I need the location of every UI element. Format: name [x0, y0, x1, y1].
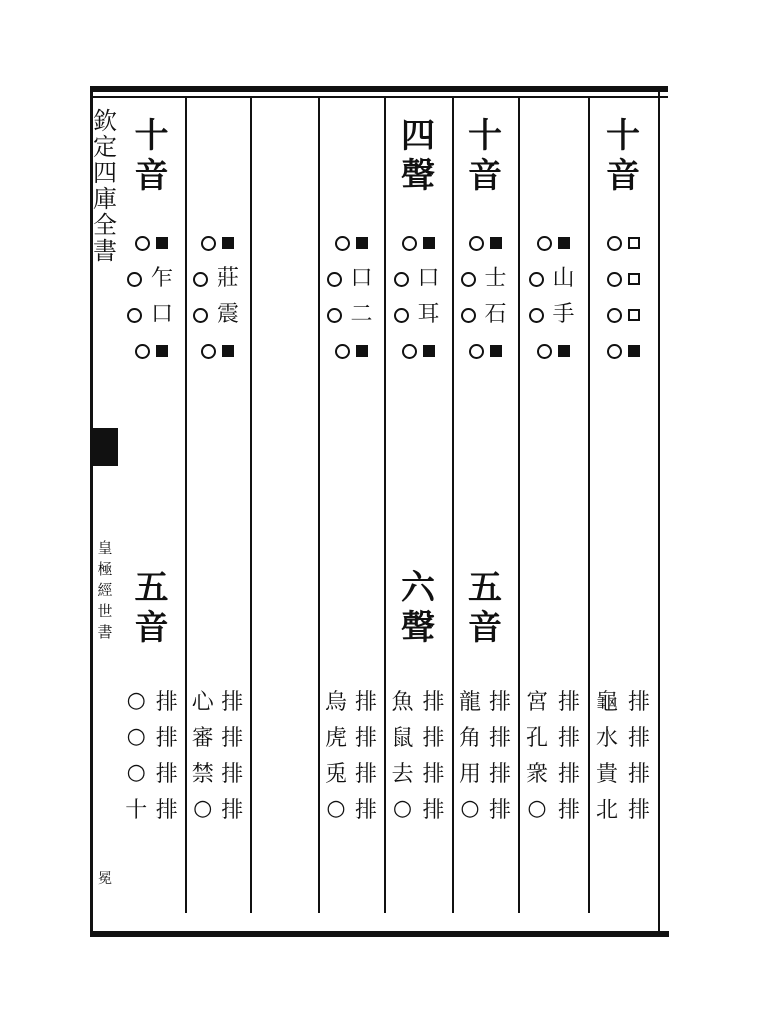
symbol-row: [124, 262, 179, 296]
entry-character: ○: [126, 760, 146, 785]
entry-row: [122, 755, 181, 790]
entry-character: 北: [595, 798, 618, 823]
entry-marker: 排: [221, 798, 244, 823]
entry-marker: 排: [557, 726, 580, 751]
entry-marker: 排: [422, 798, 445, 823]
entry-character: 心: [191, 690, 214, 715]
entry-row: [189, 719, 246, 754]
heading-char: 十: [134, 116, 169, 156]
column-heading: [384, 116, 452, 196]
open-circle: [529, 308, 544, 323]
page-marker: 冕: [98, 871, 112, 887]
open-circle: [135, 236, 150, 251]
open-circle: [327, 308, 342, 323]
heading-char: 音: [468, 608, 502, 648]
entry-marker: 排: [354, 798, 377, 823]
symbol-row: [390, 262, 446, 296]
column-c7: [185, 98, 252, 913]
open-circle: [461, 272, 476, 287]
entry-character: 去: [391, 762, 414, 787]
rime-character: 乍: [150, 266, 173, 291]
entry-row: [522, 791, 584, 826]
entry-character: 鼠: [391, 726, 414, 751]
open-circle: [394, 308, 409, 323]
open-circle: [402, 236, 417, 251]
entry-character: 龍: [458, 690, 481, 715]
column-heading: [452, 116, 518, 196]
entry-row: [456, 719, 514, 754]
symbol-row: [458, 226, 512, 260]
entry-character: 魚: [391, 690, 414, 715]
entry-row: [388, 683, 448, 718]
heading-char: 音: [606, 156, 640, 196]
entry-marker: 排: [488, 726, 511, 751]
rime-character: 山: [552, 266, 575, 291]
heading-char: 音: [468, 156, 502, 196]
rime-character: 耳: [417, 302, 440, 327]
entry-marker: 排: [155, 762, 178, 787]
filled-square: [558, 345, 570, 357]
rime-character: 莊: [216, 266, 239, 291]
entry-character: ○: [193, 796, 213, 821]
open-square: [628, 309, 640, 321]
symbol-row: [324, 334, 378, 368]
heading-char: 聲: [401, 608, 435, 648]
fishtail-mark: [90, 428, 118, 466]
column-c2: [518, 98, 590, 913]
entry-character: 十: [125, 798, 148, 823]
symbol-row: [524, 262, 582, 296]
open-circle: [469, 344, 484, 359]
entry-marker: 排: [155, 690, 178, 715]
entry-marker: 排: [155, 726, 178, 751]
column-subheading: [118, 568, 185, 648]
entry-row: [189, 791, 246, 826]
entry-character: ○: [126, 724, 146, 749]
symbol-row: [594, 334, 652, 368]
heading-char: 十: [606, 116, 640, 156]
entry-character: ○: [527, 796, 547, 821]
entry-character: 兎: [324, 762, 347, 787]
open-circle: [607, 344, 622, 359]
open-circle: [469, 236, 484, 251]
filled-square: [558, 237, 570, 249]
entry-character: ○: [326, 796, 346, 821]
heading-char: 五: [468, 568, 502, 608]
symbol-row: [524, 334, 582, 368]
entry-row: [522, 719, 584, 754]
rime-character: 口: [150, 302, 173, 327]
entry-character: 衆: [525, 762, 548, 787]
entry-row: [592, 791, 654, 826]
entry-marker: 排: [354, 762, 377, 787]
entry-row: [388, 719, 448, 754]
column-c1: [588, 98, 658, 913]
entry-marker: 排: [221, 690, 244, 715]
symbol-row: [191, 262, 244, 296]
entry-marker: 排: [221, 726, 244, 751]
entry-row: [122, 683, 181, 718]
column-heading: [588, 116, 658, 196]
entry-marker: 排: [488, 798, 511, 823]
entry-character: ○: [392, 796, 413, 821]
entry-row: [322, 791, 380, 826]
entry-row: [322, 683, 380, 718]
entry-row: [456, 755, 514, 790]
entry-marker: 排: [354, 690, 377, 715]
entry-character: 烏: [324, 690, 347, 715]
symbol-row: [594, 262, 652, 296]
column-c8: [118, 98, 187, 913]
entry-character: ○: [126, 688, 146, 713]
open-square: [628, 273, 640, 285]
open-square: [628, 237, 640, 249]
column-c6: [250, 98, 320, 913]
heading-char: 聲: [401, 156, 435, 196]
filled-square: [628, 345, 640, 357]
symbol-row: [524, 226, 582, 260]
heading-char: 十: [468, 116, 502, 156]
column-subheading: [384, 568, 452, 648]
entry-character: 虎: [324, 726, 347, 751]
filled-square: [356, 237, 368, 249]
filled-square: [423, 345, 435, 357]
right-border: [658, 88, 660, 931]
entry-row: [189, 683, 246, 718]
entry-row: [456, 791, 514, 826]
column-c5: [318, 98, 386, 913]
entry-marker: 排: [627, 798, 650, 823]
entry-row: [522, 683, 584, 718]
entry-row: [322, 719, 380, 754]
entry-marker: 排: [354, 726, 377, 751]
open-circle: [394, 272, 409, 287]
rime-character: 手: [552, 302, 575, 327]
heading-char: 音: [134, 608, 169, 648]
filled-square: [156, 237, 168, 249]
symbol-row: [458, 262, 512, 296]
entry-character: 貴: [595, 762, 618, 787]
entry-marker: 排: [557, 798, 580, 823]
filled-square: [222, 237, 234, 249]
entry-row: [592, 683, 654, 718]
column-c4: [384, 98, 454, 913]
open-circle: [461, 308, 476, 323]
symbol-row: [324, 298, 378, 332]
heading-char: 四: [401, 116, 435, 156]
open-circle: [127, 272, 142, 287]
symbol-row: [594, 298, 652, 332]
entry-row: [322, 755, 380, 790]
rime-character: 口: [417, 266, 440, 291]
symbol-row: [324, 262, 378, 296]
entry-row: [522, 755, 584, 790]
entry-character: 龜: [595, 690, 618, 715]
entry-character: 審: [191, 726, 214, 751]
open-circle: [335, 344, 350, 359]
entry-character: 用: [458, 762, 481, 787]
open-circle: [201, 236, 216, 251]
open-circle: [193, 272, 208, 287]
entry-row: [189, 755, 246, 790]
symbol-row: [191, 334, 244, 368]
entry-marker: 排: [627, 690, 650, 715]
filled-square: [490, 345, 502, 357]
symbol-row: [458, 334, 512, 368]
entry-character: ○: [460, 796, 480, 821]
rime-character: 石: [484, 302, 507, 327]
entry-marker: 排: [627, 762, 650, 787]
entry-row: [592, 755, 654, 790]
filled-square: [356, 345, 368, 357]
entry-marker: 排: [155, 798, 178, 823]
open-circle: [607, 308, 622, 323]
entry-row: [388, 755, 448, 790]
symbol-row: [124, 226, 179, 260]
open-circle: [529, 272, 544, 287]
open-circle: [607, 236, 622, 251]
rime-character: 士: [484, 266, 507, 291]
heading-char: 五: [134, 568, 169, 608]
symbol-row: [390, 298, 446, 332]
symbol-row: [124, 298, 179, 332]
heading-char: 六: [401, 568, 435, 608]
entry-marker: 排: [557, 690, 580, 715]
column-heading: [118, 116, 185, 196]
filled-square: [423, 237, 435, 249]
symbol-row: [124, 334, 179, 368]
entry-marker: 排: [488, 690, 511, 715]
rime-character: 口: [350, 266, 373, 291]
symbol-row: [191, 226, 244, 260]
rime-character: 震: [216, 302, 239, 327]
entry-row: [122, 791, 181, 826]
entry-marker: 排: [627, 726, 650, 751]
page-margin: [90, 98, 118, 931]
entry-marker: 排: [422, 726, 445, 751]
entry-character: 禁: [191, 762, 214, 787]
open-circle: [135, 344, 150, 359]
filled-square: [156, 345, 168, 357]
symbol-row: [594, 226, 652, 260]
symbol-row: [390, 226, 446, 260]
entry-marker: 排: [488, 762, 511, 787]
entry-character: 宮: [525, 690, 548, 715]
symbol-row: [458, 298, 512, 332]
symbol-row: [324, 226, 378, 260]
open-circle: [327, 272, 342, 287]
open-circle: [335, 236, 350, 251]
entry-character: 角: [458, 726, 481, 751]
open-circle: [127, 308, 142, 323]
filled-square: [222, 345, 234, 357]
entry-row: [122, 719, 181, 754]
heading-char: 音: [134, 156, 169, 196]
column-subheading: [452, 568, 518, 648]
rime-character: 二: [350, 302, 373, 327]
symbol-row: [524, 298, 582, 332]
filled-square: [490, 237, 502, 249]
collection-title: 欽定四庫全書: [93, 107, 117, 265]
entry-marker: 排: [221, 762, 244, 787]
column-c3: [452, 98, 520, 913]
open-circle: [537, 344, 552, 359]
entry-character: 水: [595, 726, 618, 751]
entry-row: [592, 719, 654, 754]
symbol-row: [390, 334, 446, 368]
open-circle: [193, 308, 208, 323]
entry-marker: 排: [557, 762, 580, 787]
open-circle: [537, 236, 552, 251]
entry-character: 孔: [525, 726, 548, 751]
open-circle: [607, 272, 622, 287]
open-circle: [201, 344, 216, 359]
entry-marker: 排: [422, 690, 445, 715]
symbol-row: [191, 298, 244, 332]
open-circle: [402, 344, 417, 359]
book-title: 皇極經世書: [97, 539, 113, 641]
entry-marker: 排: [422, 762, 445, 787]
entry-row: [388, 791, 448, 826]
entry-row: [456, 683, 514, 718]
